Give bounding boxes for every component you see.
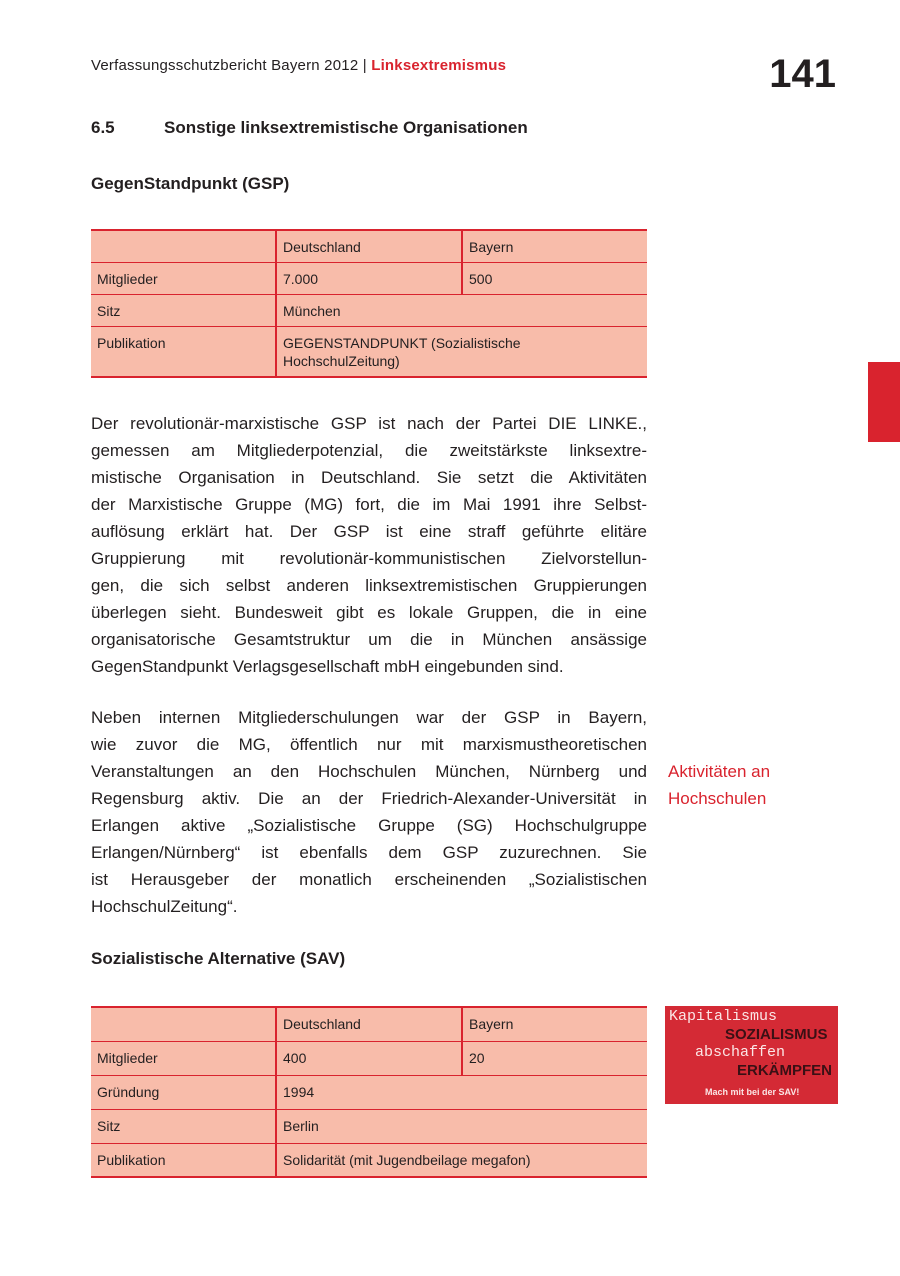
cell: Bayern	[462, 1007, 647, 1041]
paragraph-line: HochschulZeitung“.	[91, 897, 238, 916]
poster-text: Kapitalismus	[669, 1008, 778, 1025]
table-row	[91, 1075, 647, 1109]
page-number: 141	[769, 52, 836, 96]
chapter-name: Linksextremismus	[371, 57, 507, 74]
section-title: Sonstige linksextremistische Organisationen	[164, 118, 528, 137]
cell: Mitglieder	[91, 263, 276, 295]
cell	[276, 327, 647, 378]
cell: Mitglieder	[91, 1041, 276, 1075]
paragraph-line: auflösung erklärt hat. Der GSP ist eine straff geführte elitäre	[91, 522, 647, 541]
paragraph-line: ist Herausgeber der monatlich erscheinenden „Sozialistischen	[91, 870, 647, 889]
table-row	[91, 295, 647, 327]
table-row	[91, 327, 647, 378]
paragraph-line: Erlangen/Nürnberg“ ist ebenfalls dem GSP zuzurechnen. Sie	[91, 843, 647, 862]
paragraph-line: wie zuvor die MG, öffentlich nur mit marxismustheoretischen	[91, 735, 647, 754]
paragraph-line: gemessen am Mitgliederpotenzial, die zweitstärkste linksextre-	[91, 441, 647, 460]
poster-text: Mach mit bei der SAV!	[705, 1087, 800, 1097]
margin-note-line: Hochschulen	[668, 789, 767, 808]
table-row	[91, 1041, 647, 1075]
cell: 400	[276, 1041, 462, 1075]
cell: Bayern	[462, 230, 647, 263]
cell	[91, 1007, 276, 1041]
cell: 7.000	[276, 263, 462, 295]
cell: Publikation	[91, 327, 276, 378]
paragraph-line: überlegen sieht. Bundesweit gibt es lokale Gruppen, die in eine	[91, 603, 647, 622]
paragraph-line: Neben internen Mitgliederschulungen war der GSP in Bayern,	[91, 708, 647, 727]
cell-text: GEGENSTANDPUNKT (Sozialistische HochschulZeitung)	[283, 335, 521, 369]
cell	[91, 230, 276, 263]
cell: Sitz	[91, 295, 276, 327]
gsp-heading: GegenStandpunkt (GSP)	[91, 174, 290, 193]
table-row	[91, 1007, 647, 1041]
cell: Berlin	[276, 1109, 647, 1143]
paragraph-line: mistische Organisation in Deutschland. Sie setzt die Aktivitäten	[91, 468, 647, 487]
cell: Deutschland	[276, 230, 462, 263]
report-title: Verfassungsschutzbericht Bayern 2012 |	[91, 57, 372, 74]
cell: Solidarität (mit Jugendbeilage megafon)	[276, 1143, 647, 1177]
gsp-paragraph-2	[91, 704, 647, 920]
table-row	[91, 1109, 647, 1143]
cell: 20	[462, 1041, 647, 1075]
paragraph-line: Erlangen aktive „Sozialistische Gruppe (SG) Hochschulgruppe	[91, 816, 647, 835]
margin-note-line: Aktivitäten an	[668, 762, 771, 781]
cell: Deutschland	[276, 1007, 462, 1041]
paragraph-line: Gruppierung mit revolutionär-kommunistischen Zielvorstellun-	[91, 549, 647, 568]
paragraph-line: GegenStandpunkt Verlagsgesellschaft mbH eingebunden sind.	[91, 657, 564, 676]
paragraph-line: der Marxistische Gruppe (MG) fort, die im Mai 1991 ihre Selbst-	[91, 495, 647, 514]
paragraph-line: organisatorische Gesamtstruktur um die in München ansässige	[91, 630, 647, 649]
cell: München	[276, 295, 647, 327]
gsp-paragraph-1	[91, 410, 647, 680]
poster-text: SOZIALISMUS	[725, 1026, 828, 1043]
cell: 1994	[276, 1075, 647, 1109]
cell: 500	[462, 263, 647, 295]
sav-table	[91, 1006, 647, 1178]
cell: Publikation	[91, 1143, 276, 1177]
section-heading	[91, 118, 528, 138]
running-header	[91, 57, 506, 74]
cell: Sitz	[91, 1109, 276, 1143]
paragraph-line: gen, die sich selbst anderen linksextremistischen Gruppierungen	[91, 576, 647, 595]
chapter-tab-marker	[868, 362, 900, 442]
poster-text: abschaffen	[695, 1044, 786, 1061]
paragraph-line: Veranstaltungen an den Hochschulen München, Nürnberg und	[91, 762, 647, 781]
table-row	[91, 263, 647, 295]
cell: Gründung	[91, 1075, 276, 1109]
sav-poster-image	[665, 1006, 838, 1104]
margin-note	[668, 758, 770, 812]
table-row	[91, 1143, 647, 1177]
paragraph-line: Der revolutionär-marxistische GSP ist nach der Partei DIE LINKE.,	[91, 414, 647, 433]
table-row	[91, 230, 647, 263]
sav-heading: Sozialistische Alternative (SAV)	[91, 949, 346, 968]
gsp-table	[91, 229, 647, 378]
poster-text: ERKÄMPFEN	[737, 1062, 833, 1079]
section-number: 6.5	[91, 118, 115, 137]
paragraph-line: Regensburg aktiv. Die an der Friedrich-Alexander-Universität in	[91, 789, 647, 808]
